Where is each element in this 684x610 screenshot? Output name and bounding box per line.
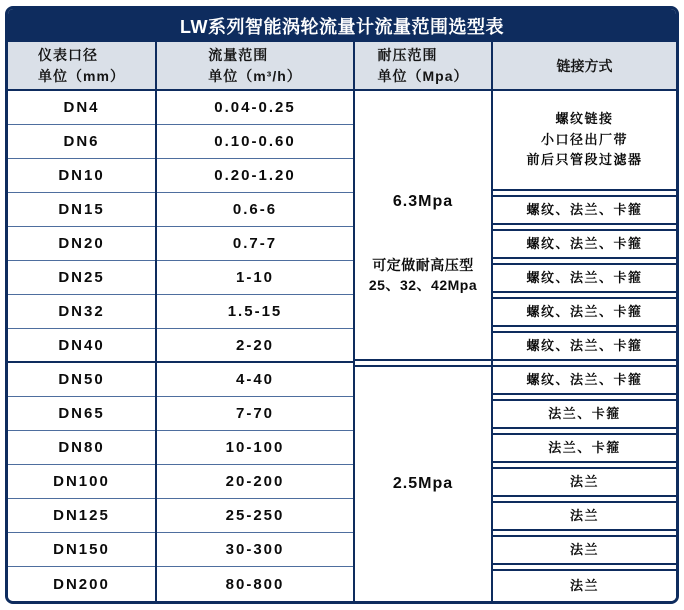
header-diameter-line2: 单位（mm）	[38, 67, 125, 84]
connection-text: 前后只管段过滤器	[526, 152, 643, 168]
connection-cell	[493, 533, 676, 567]
connection-text: 法兰、卡箍	[548, 439, 621, 455]
flow-cell: 1.5-15	[157, 295, 353, 329]
pressure-note-line2: 25、32、42Mpa	[368, 277, 478, 293]
selection-table	[5, 6, 679, 604]
header-diameter-line1: 仪表口径	[38, 46, 99, 63]
connection-cell	[493, 363, 676, 397]
diameter-cell: DN4	[8, 91, 155, 125]
flow-cell: 0.20-1.20	[157, 159, 353, 193]
connection-text: 螺纹、法兰、卡箍	[526, 235, 643, 251]
diameter-cell: DN15	[8, 193, 155, 227]
pressure-note-line1: 可定做耐高压型	[372, 257, 474, 273]
pressure-cell-low	[355, 363, 491, 601]
header-connection	[491, 42, 676, 89]
pressure-value-low: 2.5Mpa	[392, 475, 454, 492]
connection-cell	[493, 431, 676, 465]
connection-cell	[493, 91, 676, 193]
flow-cell: 0.10-0.60	[157, 125, 353, 159]
flow-column	[155, 91, 353, 601]
connection-cell	[493, 397, 676, 431]
diameter-column	[8, 91, 155, 601]
connection-text: 螺纹、法兰、卡箍	[526, 303, 643, 319]
connection-text: 法兰	[569, 577, 599, 593]
flow-cell: 4-40	[157, 363, 353, 397]
pressure-note	[369, 255, 477, 295]
connection-text: 法兰	[569, 541, 599, 557]
header-diameter	[8, 42, 155, 89]
header-pressure	[353, 42, 491, 89]
diameter-cell: DN32	[8, 295, 155, 329]
pressure-column	[353, 91, 491, 601]
connection-cell	[493, 261, 676, 295]
connection-text: 螺纹、法兰、卡箍	[526, 201, 643, 217]
flow-cell: 1-10	[157, 261, 353, 295]
header-flow	[155, 42, 353, 89]
flow-cell: 2-20	[157, 329, 353, 363]
diameter-cell: DN65	[8, 397, 155, 431]
connection-cell	[493, 295, 676, 329]
flow-cell: 0.6-6	[157, 193, 353, 227]
connection-cell	[493, 329, 676, 363]
connection-cell	[493, 465, 676, 499]
table-header-row	[8, 42, 676, 91]
connection-text: 法兰、卡箍	[548, 405, 621, 421]
pressure-value-high: 6.3Mpa	[392, 193, 454, 210]
flow-cell: 80-800	[225, 575, 285, 593]
flow-cell: 25-250	[157, 499, 353, 533]
diameter-cell: DN50	[8, 363, 155, 397]
flow-cell: 30-300	[157, 533, 353, 567]
connection-text: 法兰	[569, 473, 599, 489]
header-connection-label: 链接方式	[556, 57, 613, 74]
diameter-cell: DN200	[53, 575, 110, 593]
header-pressure-line1: 耐压范围	[377, 46, 438, 63]
diameter-cell: DN80	[8, 431, 155, 465]
connection-text: 小口径出厂带	[540, 131, 628, 147]
connection-text: 螺纹、法兰、卡箍	[526, 371, 643, 387]
connection-text: 螺纹、法兰、卡箍	[526, 269, 643, 285]
diameter-cell: DN25	[8, 261, 155, 295]
flow-cell: 0.04-0.25	[157, 91, 353, 125]
flow-cell: 0.7-7	[157, 227, 353, 261]
pressure-cell-high	[355, 91, 491, 363]
flow-cell: 20-200	[157, 465, 353, 499]
connection-cell	[493, 499, 676, 533]
header-flow-line2: 单位（m³/h）	[208, 67, 302, 84]
connection-column	[491, 91, 676, 601]
connection-text: 螺纹链接	[555, 110, 614, 126]
connection-cell	[493, 227, 676, 261]
diameter-cell: DN100	[8, 465, 155, 499]
connection-text: 螺纹、法兰、卡箍	[526, 337, 643, 353]
table-title: LW系列智能涡轮流量计流量范围选型表	[8, 9, 676, 42]
diameter-cell: DN40	[8, 329, 155, 363]
header-flow-line1: 流量范围	[208, 46, 269, 63]
flow-cell: 7-70	[157, 397, 353, 431]
diameter-cell: DN20	[8, 227, 155, 261]
header-pressure-line2: 单位（Mpa）	[377, 67, 469, 84]
flow-cell: 10-100	[157, 431, 353, 465]
diameter-cell: DN150	[8, 533, 155, 567]
connection-text: 法兰	[569, 507, 599, 523]
connection-cell	[493, 193, 676, 227]
diameter-cell: DN6	[8, 125, 155, 159]
diameter-cell: DN125	[8, 499, 155, 533]
connection-cell	[493, 567, 676, 601]
table-body	[8, 91, 676, 601]
diameter-cell: DN10	[8, 159, 155, 193]
